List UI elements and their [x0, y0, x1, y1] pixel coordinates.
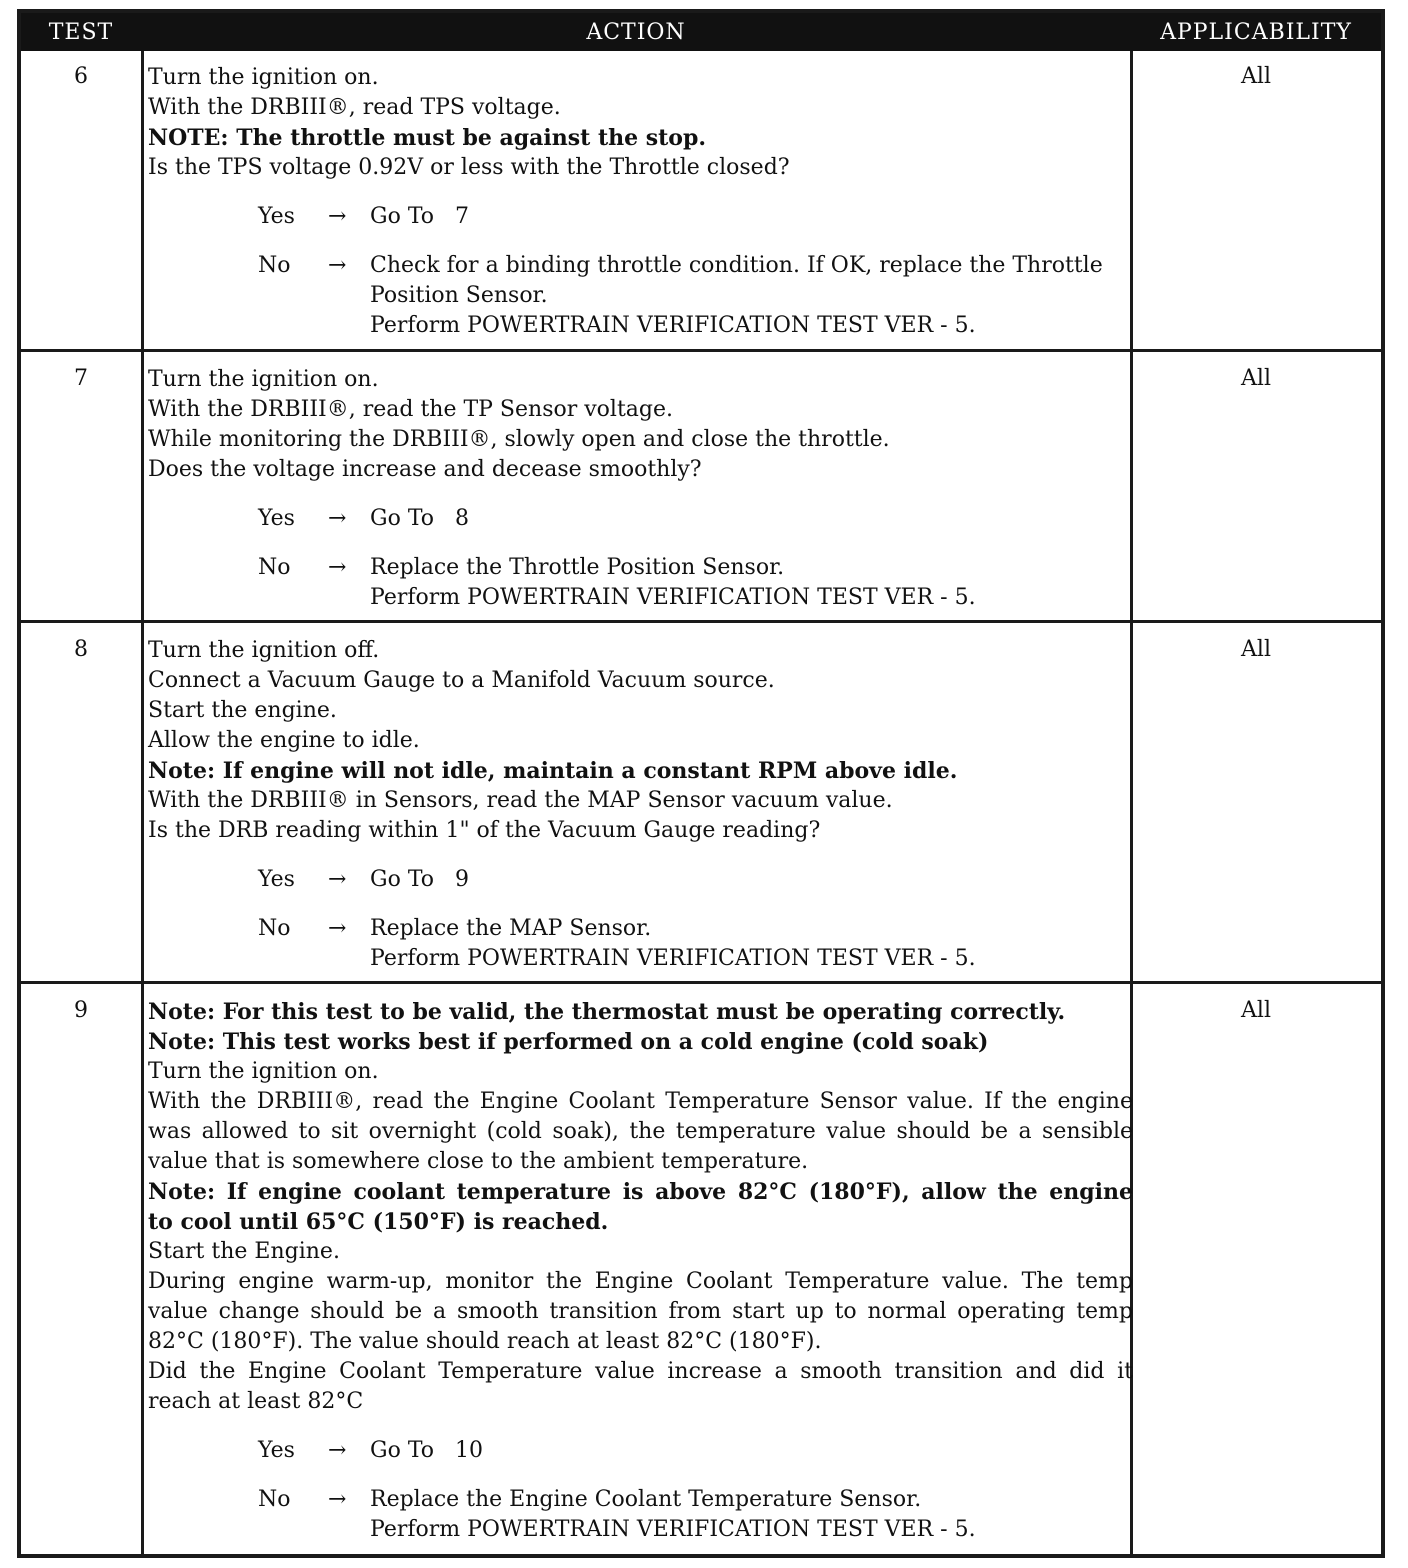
applicability-value: All: [1241, 64, 1271, 89]
action-line: was allowed to sit overnight (cold soak), the temperature value should be a sensible: [148, 1119, 1133, 1144]
action-note: to cool until 65°C (150°F) is reached.: [148, 1209, 609, 1235]
action-line: value that is somewhere close to the ambient temperature.: [148, 1149, 809, 1174]
yes-action: Go To 10: [370, 1438, 483, 1463]
action-line: Turn the ignition on.: [148, 367, 379, 392]
arrow-icon: →: [328, 867, 347, 892]
applicability-value: All: [1241, 637, 1271, 662]
action-line: Start the engine.: [148, 698, 337, 723]
no-label: No: [258, 916, 291, 941]
arrow-icon: →: [328, 555, 347, 580]
header-test: TEST: [48, 20, 114, 45]
action-cell: [148, 365, 1133, 613]
action-line: Turn the ignition off.: [148, 638, 380, 663]
test-number: 9: [74, 998, 88, 1023]
action-line: During engine warm-up, monitor the Engine Coolant Temperature value. The temp: [148, 1269, 1133, 1294]
action-note: NOTE: The throttle must be against the stop.: [148, 125, 707, 151]
no-outcome: [148, 553, 1133, 613]
action-line: With the DRBIII®, read TPS voltage.: [148, 95, 561, 120]
arrow-icon: →: [328, 253, 347, 278]
applicability-value: All: [1241, 998, 1271, 1023]
header-action: ACTION: [586, 20, 686, 45]
yes-label: Yes: [258, 506, 295, 531]
no-action-line: Check for a binding throttle condition. If OK, replace the Throttle: [370, 253, 1103, 278]
yes-outcome: [148, 1436, 1133, 1466]
action-line: With the DRBIII® in Sensors, read the MAP Sensor vacuum value.: [148, 788, 893, 813]
action-question: Is the TPS voltage 0.92V or less with the Throttle closed?: [148, 155, 790, 180]
action-question: Did the Engine Coolant Temperature value increase a smooth transition and did it: [148, 1359, 1133, 1384]
action-question: Does the voltage increase and decease smoothly?: [148, 457, 702, 482]
row-divider: [21, 981, 1381, 984]
yes-outcome: [148, 865, 1133, 895]
yes-action: Go To 9: [370, 867, 469, 892]
row-divider: [21, 620, 1381, 623]
test-number: 6: [74, 64, 88, 89]
yes-action: Go To 8: [370, 506, 469, 531]
no-label: No: [258, 1487, 291, 1512]
yes-label: Yes: [258, 867, 295, 892]
test-number: 7: [74, 366, 88, 391]
applicability-value: All: [1241, 366, 1271, 391]
action-line: Turn the ignition on.: [148, 65, 379, 90]
no-action-line: Perform POWERTRAIN VERIFICATION TEST VER - 5.: [370, 585, 976, 610]
action-line: While monitoring the DRBIII®, slowly open and close the throttle.: [148, 427, 890, 452]
no-action-line: Replace the Engine Coolant Temperature Sensor.: [370, 1487, 922, 1512]
no-outcome: [148, 251, 1133, 341]
action-note: Note: For this test to be valid, the thermostat must be operating correctly.: [148, 999, 1066, 1025]
yes-label: Yes: [258, 1438, 295, 1463]
action-line: With the DRBIII®, read the TP Sensor voltage.: [148, 397, 674, 422]
row-divider: [21, 349, 1381, 352]
action-cell: [148, 636, 1133, 974]
action-cell: [148, 63, 1133, 341]
no-action-line: Replace the MAP Sensor.: [370, 916, 652, 941]
action-note: Note: If engine will not idle, maintain a constant RPM above idle.: [148, 758, 958, 784]
action-line: 82°C (180°F). The value should reach at least 82°C (180°F).: [148, 1329, 822, 1354]
no-outcome: [148, 1485, 1133, 1545]
action-cell: [148, 997, 1133, 1545]
action-question: reach at least 82°C: [148, 1389, 364, 1414]
no-action-line: Perform POWERTRAIN VERIFICATION TEST VER - 5.: [370, 313, 976, 338]
action-line: Connect a Vacuum Gauge to a Manifold Vacuum source.: [148, 668, 775, 693]
yes-outcome: [148, 504, 1133, 534]
no-action-line: Replace the Throttle Position Sensor.: [370, 555, 785, 580]
arrow-icon: →: [328, 506, 347, 531]
header-applicability: APPLICABILITY: [1160, 20, 1352, 45]
table-header: [21, 13, 1381, 51]
no-action-line: Perform POWERTRAIN VERIFICATION TEST VER - 5.: [370, 1517, 976, 1542]
no-outcome: [148, 914, 1133, 974]
no-action-line: Perform POWERTRAIN VERIFICATION TEST VER - 5.: [370, 946, 976, 971]
action-line: With the DRBIII®, read the Engine Coolant Temperature Sensor value. If the engine: [148, 1089, 1133, 1114]
test-number: 8: [74, 637, 88, 662]
arrow-icon: →: [328, 1487, 347, 1512]
action-note: Note: If engine coolant temperature is above 82°C (180°F), allow the engine: [148, 1179, 1133, 1205]
no-action-line: Position Sensor.: [370, 283, 548, 308]
action-line: value change should be a smooth transition from start up to normal operating temp: [148, 1299, 1133, 1324]
action-note: Note: This test works best if performed on a cold engine (cold soak): [148, 1029, 989, 1055]
yes-action: Go To 7: [370, 204, 469, 229]
action-line: Start the Engine.: [148, 1239, 340, 1264]
no-label: No: [258, 555, 291, 580]
arrow-icon: →: [328, 1438, 347, 1463]
yes-outcome: [148, 202, 1133, 232]
yes-label: Yes: [258, 204, 295, 229]
diagnostic-table: [17, 9, 1385, 1558]
action-line: Turn the ignition on.: [148, 1059, 379, 1084]
column-divider: [141, 51, 144, 1554]
action-question: Is the DRB reading within 1" of the Vacuum Gauge reading?: [148, 818, 821, 843]
no-label: No: [258, 253, 291, 278]
arrow-icon: →: [328, 204, 347, 229]
action-line: Allow the engine to idle.: [148, 728, 420, 753]
arrow-icon: →: [328, 916, 347, 941]
